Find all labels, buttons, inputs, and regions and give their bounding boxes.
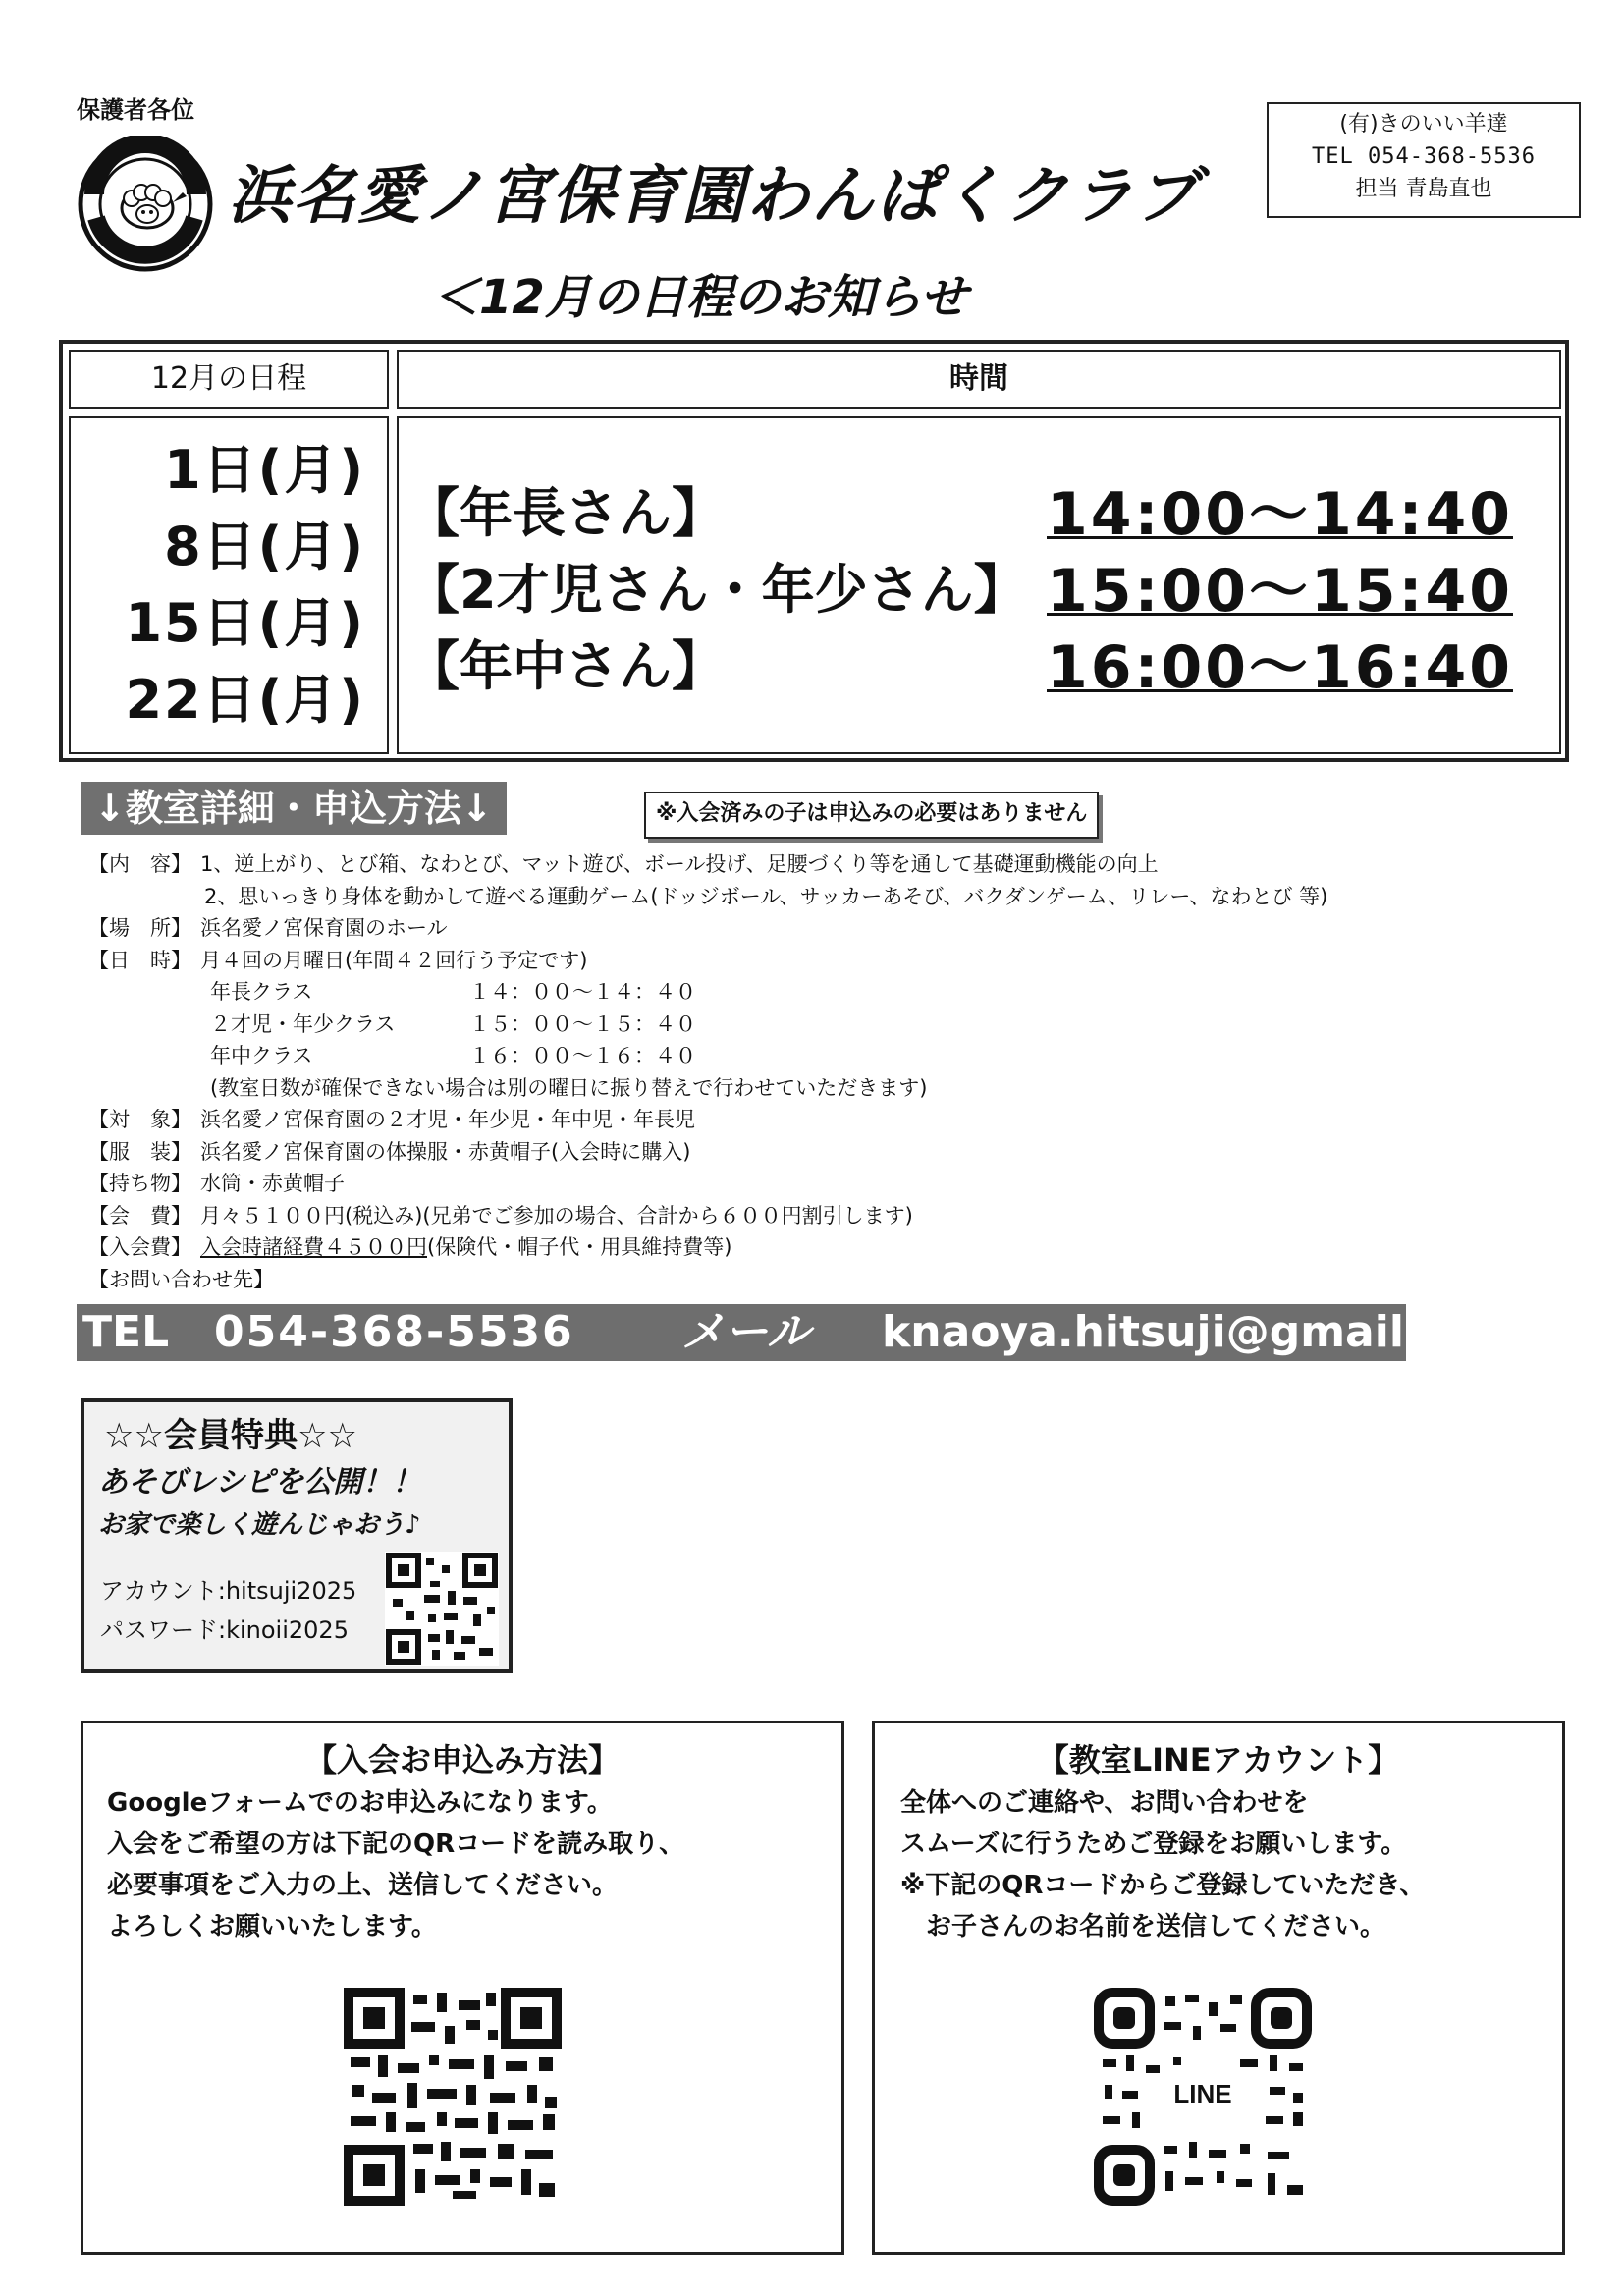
clothes-label: 【服 装】 [88,1139,191,1164]
perks-title: ☆☆会員特典☆☆ [104,1416,357,1455]
tel-label: TEL [82,1307,170,1357]
details-banner: ↓教室詳細・申込方法↓ [81,782,507,835]
timetable-time: １５：００～１５：４０ [469,1011,696,1036]
datetime-label: 【日 時】 [88,948,191,972]
line-instructions [900,1782,1425,1947]
schedule-date: 1日(月) [164,439,365,501]
page-title: 浜名愛ノ宮保育園わんぱくクラブ [228,160,1200,233]
tel-link[interactable]: 054-368-5536 [214,1307,574,1357]
fee-value: 月々５１００円(税込み)(兄弟でご参加の場合、合計から６００円割引します) [200,1203,913,1228]
class-name: 【年長さん】 [406,482,725,544]
perks-line-2: お家で楽しく遊んじゃおう♪ [98,1510,421,1540]
clothes-value: 浜名愛ノ宮保育園の体操服・赤黄帽子(入会時に購入) [200,1139,691,1164]
entry-fee: 入会時諸経費４５００円 [200,1235,427,1259]
datetime-value: 月４回の月曜日(年間４２回行う予定です) [200,948,588,972]
entry-fee-note: (保険代・帽子代・用具維持費等) [427,1235,732,1259]
line-text: 全体へのご連絡や、お問い合わせを [900,1788,1309,1818]
join-title: 【入会お申込み方法】 [304,1741,620,1778]
target-value: 浜名愛ノ宮保育園の２才児・年少児・年中児・年長児 [200,1108,695,1131]
inquiry-label: 【お問い合わせ先】 [88,1267,274,1291]
fee-label: 【会 費】 [88,1203,191,1228]
timetable-time: １４：００～１４：４０ [469,980,696,1004]
join-instructions [107,1782,684,1947]
line-qr-code-icon[interactable] [1093,1987,1313,2207]
company-name: (有)きのいい羊達 [1339,112,1508,137]
datetime-note: (教室日数が確保できない場合は別の曜日に振り替えで行わせていただきます) [210,1075,928,1100]
place-label: 【場 所】 [88,916,191,940]
company-person: 担当 青島直也 [1355,177,1492,201]
perks-line-1: あそびレシピを公開！！ [98,1465,422,1500]
content-line-2: 2、思いっきり身体を動かして遊べる運動ゲーム(ドッジボール、サッカーあそび、バクダンゲーム、リレー、なわとび 等) [204,884,1328,908]
schedule-time-header: 時間 [397,350,1561,409]
place-value: 浜名愛ノ宮保育園のホール [200,916,448,940]
content-label: 【内 容】 [88,852,191,876]
contact-bar [77,1304,1521,1361]
content-line-1: 1、逆上がり、とび箱、なわとび、マット遊び、ボール投げ、足腰づくり等を通して基礎運動機能の向上 [200,852,1159,876]
member-perks-box [81,1398,513,1673]
class-details [88,848,1581,1295]
schedule-dates-cell [69,416,389,754]
join-line: Googleフォームでのお申込みになります。 [107,1788,613,1818]
join-line: 必要事項をご入力の上、送信してください。 [107,1871,619,1900]
sheep-logo-icon [77,136,214,273]
company-info-box [1267,102,1581,218]
line-text: お子さんのお名前を送信してください。 [900,1912,1386,1941]
join-line: よろしくお願いいたします。 [107,1912,437,1941]
line-text: ※下記のQRコードからご登録していただき、 [900,1871,1426,1900]
page-subtitle: ＜12月の日程のお知らせ [432,270,968,325]
timetable-class: 年長クラス [210,980,313,1004]
line-title: 【教室LINEアカウント】 [1037,1741,1400,1778]
class-name: 【2才児さん・年少さん】 [406,559,1027,621]
schedule-date: 22日(月) [125,669,365,731]
class-name: 【年中さん】 [406,635,725,697]
company-tel: TEL 054-368-5536 [1312,144,1536,169]
items-value: 水筒・赤黄帽子 [200,1172,345,1195]
line-qr-label: LINE [1173,2079,1232,2108]
entry-label: 【入会費】 [88,1235,191,1259]
line-text: スムーズに行うためご登録をお願いします。 [900,1830,1407,1859]
class-time: 16:00～16:40 [1047,633,1513,702]
perks-qr-code-icon[interactable] [385,1552,499,1666]
join-form-qr-code-icon[interactable] [343,1987,563,2207]
schedule-date: 15日(月) [125,592,365,654]
mail-label: メール [681,1307,811,1357]
line-account-box [872,1721,1565,2255]
items-label: 【持ち物】 [88,1172,191,1195]
addressee: 保護者各位 [77,96,194,124]
timetable-class: 年中クラス [210,1044,313,1067]
schedule-times-cell [397,416,1561,754]
perks-account: アカウント:hitsuji2025 [100,1577,357,1605]
class-time: 15:00～15:40 [1047,557,1513,626]
member-note: ※入会済みの子は申込みの必要はありません [644,792,1099,839]
schedule-date: 8日(月) [164,516,365,577]
join-line: 入会をご希望の方は下記のQRコードを読み取り、 [107,1830,685,1859]
mail-link[interactable]: knaoya.hitsuji@gmail.com [882,1307,1521,1357]
class-time: 14:00～14:40 [1047,480,1513,549]
schedule-date-header: 12月の日程 [69,350,389,409]
timetable-class: ２才児・年少クラス [210,1011,396,1036]
join-method-box [81,1721,844,2255]
perks-password: パスワード:kinoii2025 [100,1616,349,1644]
target-label: 【対 象】 [88,1108,191,1131]
timetable-time: １６：００～１６：４０ [469,1044,696,1067]
